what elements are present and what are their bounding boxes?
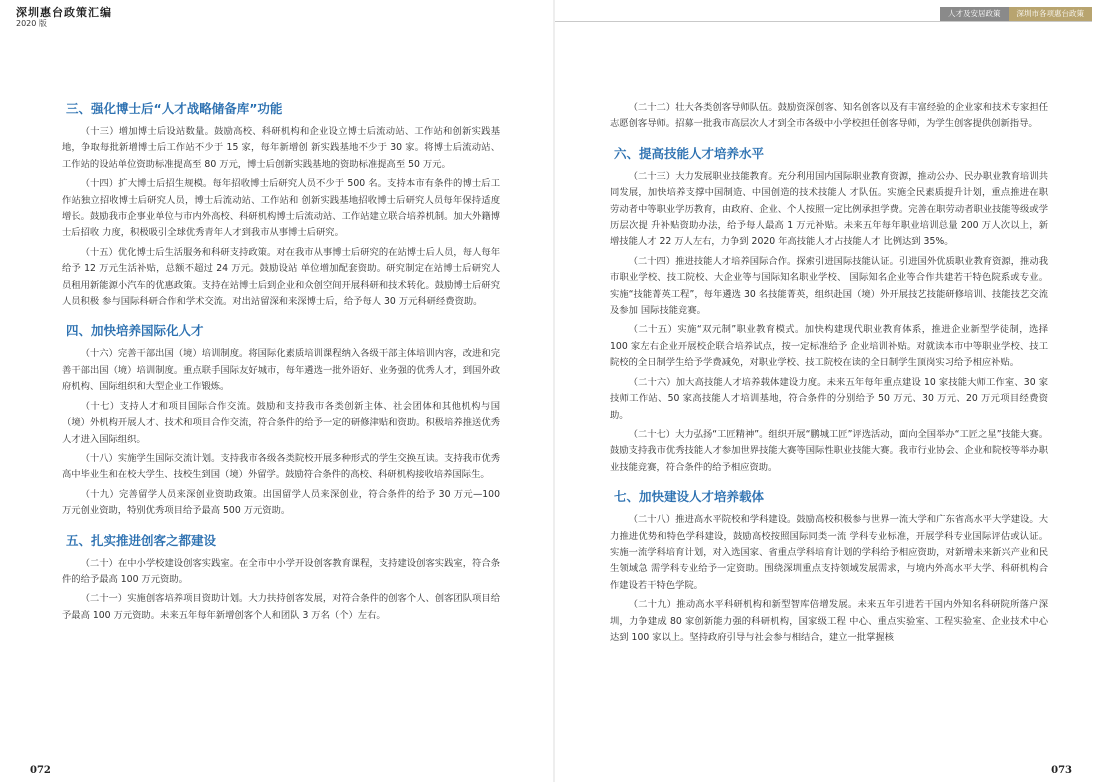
policy-paragraph: （十九）完善留学人员来深创业资助政策。出国留学人员来深创业，符合条件的给予 30 万元—100 万元创业资助，特别优秀项目给予最高 500 万元资助。 xyxy=(62,488,500,517)
section-heading: 六、提高技能人才培养水平 xyxy=(614,145,765,161)
policy-paragraph: （十六）完善干部出国（境）培训制度。将国际化素质培训课程纳入各级干部主体培训内容，改进和完善干部出国（境）培训制度。重点联手国际友好城市，每年遴选一批外语好、业务强的优秀人才，到国外政府机构、国际组织和大型企业工作锻炼。 xyxy=(62,348,500,393)
policy-section xyxy=(62,322,500,519)
running-header-left xyxy=(16,6,112,29)
book-title: 深圳惠台政策汇编 xyxy=(16,6,112,19)
policy-paragraph: （二十一）实施创客培养项目资助计划。大力扶持创客发展，对符合条件的创客个人、创客团队项目给予最高 100 万元资助。未来五年每年新增创客个人和团队 3 万名（个）左右。 xyxy=(62,593,500,621)
policy-paragraph: （十三）增加博士后设站数量。鼓励高校、科研机构和企业设立博士后流动站、工作站和创新实践基地，争取每批新增博士后工作站不少于 15 家，每年新增创 新实践基地不少于 30 家。将博士后流动站、工作站的设站单位资助标准提高至 80 万元，博士后创新实践基地的资助标准提高至 50 万元。 xyxy=(62,126,500,170)
section-heading: 五、扎实推进创客之都建设 xyxy=(66,532,217,548)
policy-paragraph: （二十三）大力发展职业技能教育。充分利用国内国际职业教育资源，推动公办、民办职业教育培训共同发展，加快培养支撑中国制造、中国创造的技术技能人 才队伍。实施全民素质提升计划，重点推进在职劳动者中等职业学历教育，由政府、企业、个人按照一定比例承担学费。完善在职劳动者职业技能等级或学历层次提 升补贴资助办法，给予每人最高 1 万元补贴。未来五年每年职业培训总量 200 万人次以上，新增技能人才 22 万人左右，力争到 2020 年高技能人才占技能人才 比例达到 35%。 xyxy=(610,170,1048,248)
policy-paragraph: （二十九）推动高水平科研机构和新型智库倍增发展。未来五年引进若干国内外知名科研院所落户深圳，力争建成 80 家创新能力强的科研机构，国家级工程 中心、重点实验室、工程实验室、企业技术中心达到 100 家以上。坚持政府引导与社会参与相结合，建立一批掌握核 xyxy=(610,599,1048,643)
policy-paragraph: （二十二）壮大各类创客导师队伍。鼓励资深创客、知名创客以及有丰富经验的企业家和技术专家担任志愿创客导师。招募一批我市高层次人才到全市各级中小学校担任创客导师，为学生创客提供创新指导。 xyxy=(610,102,1048,130)
page-gutter xyxy=(553,0,555,782)
section-heading: 四、加快培养国际化人才 xyxy=(66,323,204,339)
policy-paragraph: （十五）优化博士后生活服务和科研支持政策。对在我市从事博士后研究的在站博士后人员，每人每年给予 12 万元生活补贴，总额不超过 24 万元。鼓励设站 单位增加配套资助。研究制定在站博士后研究人员租用新能源小汽车的优惠政策。支持在站博士后到企业和众创空间开展科研和技术转化。鼓励博士后研究人员积极 参与国际科研合作和学术交流。对出站留深和来深博士后，给予每人 30 万元科研经费资助。 xyxy=(62,246,500,308)
section-heading: 三、强化博士后“人才战略储备库”功能 xyxy=(66,101,283,116)
policy-paragraph: （十八）实施学生国际交流计划。支持我市各级各类院校开展多种形式的学生交换互读。支持我市优秀高中毕业生和在校大学生、技校生到国（境）外留学。鼓励符合条件的高校、科研机构接收培养国际生。 xyxy=(62,452,500,481)
policy-section xyxy=(62,532,500,625)
policy-paragraph: （二十）在中小学校建设创客实践室。在全市中小学开设创客教育课程，支持建设创客实践室，符合条件的给予最高 100 万元资助。 xyxy=(62,557,500,585)
book-edition: 2020 版 xyxy=(16,19,47,28)
page-number-left: 072 xyxy=(30,765,51,776)
policy-paragraph: （二十五）实施“双元制”职业教育模式。加快构建现代职业教育体系，推进企业新型学徒制，选择 100 家左右企业开展校企联合培养试点，按一定标准给予 企业培训补贴。对就读本市中等职业学校、技工院校的全日制学生给予学费减免，对职业学校、技工院校在读的全日制学生顶岗实习给予相应补贴。 xyxy=(610,324,1048,369)
policy-paragraph: （二十七）大力弘扬“工匠精神”。组织开展“鹏城工匠”评选活动，面向全国举办“工匠之星”技能大赛。鼓励支持我市优秀技能人才参加世界技能大赛等国际性职业技能大赛。我市行业协会、企业和院校等举办职业技能竞赛，符合条件的给予相应资助。 xyxy=(610,428,1048,473)
left-page-column xyxy=(62,100,500,636)
header-rule xyxy=(555,21,1092,22)
policy-paragraph: （十四）扩大博士后招生规模。每年招收博士后研究人员不少于 500 名。支持本市有条件的博士后工作站独立招收博士后研究人员，博士后流动站、工作站和 创新实践基地招收博士后研究人员每年保持适度增长。鼓励我市企事业单位与市内外高校、科研机构博士后流动站、工作站建立联合培养机制。加大外籍博士后招收 力度，积极吸引全球优秀青年人才到我市从事博士后研究。 xyxy=(62,178,500,239)
right-page-column xyxy=(610,100,1048,658)
header-tab-shenzhen-policies: 深圳市各项惠台政策 xyxy=(1009,7,1093,21)
page-number-right: 073 xyxy=(1051,765,1072,776)
section-heading: 七、加快建设人才培养载体 xyxy=(614,489,765,505)
policy-section xyxy=(62,100,500,310)
policy-section xyxy=(610,100,1048,133)
policy-paragraph: （二十四）推进技能人才培养国际合作。探索引进国际技能认证。引进国外优质职业教育资源，推动我市职业学校、技工院校、大企业等与国际知名职业学校、 国际知名企业等合作共建若干特色院系或专业。实施“技能菁英工程”，每年遴选 30 名技能菁英，组织赴国（境）外开展技艺技能研修培训、技能技艺交流及参加 国际技能竞赛。 xyxy=(610,255,1048,317)
policy-section xyxy=(610,145,1048,476)
policy-section xyxy=(610,488,1048,646)
policy-paragraph: （二十八）推进高水平院校和学科建设。鼓励高校积极参与世界一流大学和广东省高水平大学建设。大力推进优势和特色学科建设，鼓励高校按照国际同类一流 学科专业标准，开展学科专业国际评估或认证。实施一流学科培育计划，对入选国家、省重点学科培育计划的学科给予相应资助，对新增未来新兴产业和民生领域急 需学科专业给予一定资助。围绕深圳重点支持领域发展需求，与境内外高水平大学、科研机构合作建设若干特色学院。 xyxy=(610,514,1048,591)
header-tab-talent-housing: 人才及安居政策 xyxy=(940,7,1009,21)
policy-paragraph: （二十六）加大高技能人才培养载体建设力度。未来五年每年重点建设 10 家技能大师工作室、30 家技师工作站、50 家高技能人才培训基地，符合条件的分别给予 50 万元、30 万元、20 万元项目经费资助。 xyxy=(610,376,1048,421)
running-header-right xyxy=(940,7,1092,21)
policy-paragraph: （十七）支持人才和项目国际合作交流。鼓励和支持我市各类创新主体、社会团体和其他机构与国（境）外机构开展人才、技术和项目合作交流，符合条件的给予一定的研修津贴和资助。积极培养推送优秀人才进入国际组织。 xyxy=(62,400,500,445)
